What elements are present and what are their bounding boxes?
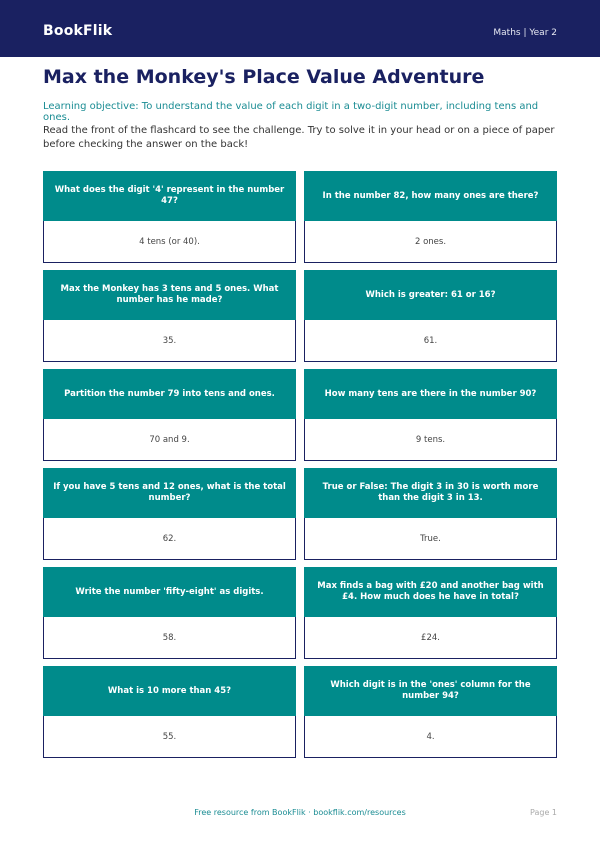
- flashcard-answer: 61.: [304, 320, 557, 362]
- flashcard-answer: 4 tens (or 40).: [43, 221, 296, 263]
- flashcard[interactable]: [43, 369, 296, 461]
- flashcard-question: Which digit is in the 'ones' column for the number 94?: [304, 666, 557, 716]
- flashcard-answer: 62.: [43, 518, 296, 560]
- flashcard-answer: 70 and 9.: [43, 419, 296, 461]
- flashcard-answer: 9 tens.: [304, 419, 557, 461]
- page-title: Max the Monkey's Place Value Adventure: [43, 66, 485, 88]
- flashcard-question: Which is greater: 61 or 16?: [304, 270, 557, 320]
- flashcard-answer: £24.: [304, 617, 557, 659]
- footer-credit[interactable]: Free resource from BookFlik · bookflik.com/resources: [194, 808, 406, 817]
- subject-label: Maths | Year 2: [493, 28, 557, 38]
- flashcard-question: True or False: The digit 3 in 30 is worth more than the digit 3 in 13.: [304, 468, 557, 518]
- flashcard-answer: 4.: [304, 716, 557, 758]
- flashcard-question: Max finds a bag with £20 and another bag with £4. How much does he have in total?: [304, 567, 557, 617]
- learning-objective: Learning objective: To understand the value of each digit in a two-digit number, including tens and ones.: [43, 101, 539, 123]
- flashcard-answer: 58.: [43, 617, 296, 659]
- flashcard[interactable]: [304, 270, 557, 362]
- flashcard-question: Max the Monkey has 3 tens and 5 ones. What number has he made?: [43, 270, 296, 320]
- flashcard-answer: 35.: [43, 320, 296, 362]
- flashcard[interactable]: [43, 666, 296, 758]
- flashcard[interactable]: [304, 666, 557, 758]
- flashcard-question: What does the digit '4' represent in the number 47?: [43, 171, 296, 221]
- brand-logo[interactable]: BookFlik: [43, 23, 113, 39]
- flashcard[interactable]: [43, 567, 296, 659]
- instructions: Read the front of the flashcard to see the challenge. Try to solve it in your head or on a piece of paper before checking the answer on the back!: [43, 125, 555, 150]
- flashcard-grid: [43, 171, 557, 758]
- flashcard[interactable]: [304, 171, 557, 263]
- page-number: Page 1: [530, 808, 557, 817]
- flashcard[interactable]: [304, 369, 557, 461]
- flashcard[interactable]: [304, 468, 557, 560]
- flashcard[interactable]: [304, 567, 557, 659]
- top-bar: [0, 0, 600, 57]
- flashcard-question: Write the number 'fifty-eight' as digits.: [43, 567, 296, 617]
- flashcard-question: If you have 5 tens and 12 ones, what is the total number?: [43, 468, 296, 518]
- flashcard-question: Partition the number 79 into tens and ones.: [43, 369, 296, 419]
- flashcard-answer: 2 ones.: [304, 221, 557, 263]
- flashcard-answer: 55.: [43, 716, 296, 758]
- flashcard-answer: True.: [304, 518, 557, 560]
- flashcard-question: In the number 82, how many ones are there?: [304, 171, 557, 221]
- flashcard[interactable]: [43, 468, 296, 560]
- flashcard[interactable]: [43, 171, 296, 263]
- flashcard-question: What is 10 more than 45?: [43, 666, 296, 716]
- flashcard[interactable]: [43, 270, 296, 362]
- flashcard-question: How many tens are there in the number 90?: [304, 369, 557, 419]
